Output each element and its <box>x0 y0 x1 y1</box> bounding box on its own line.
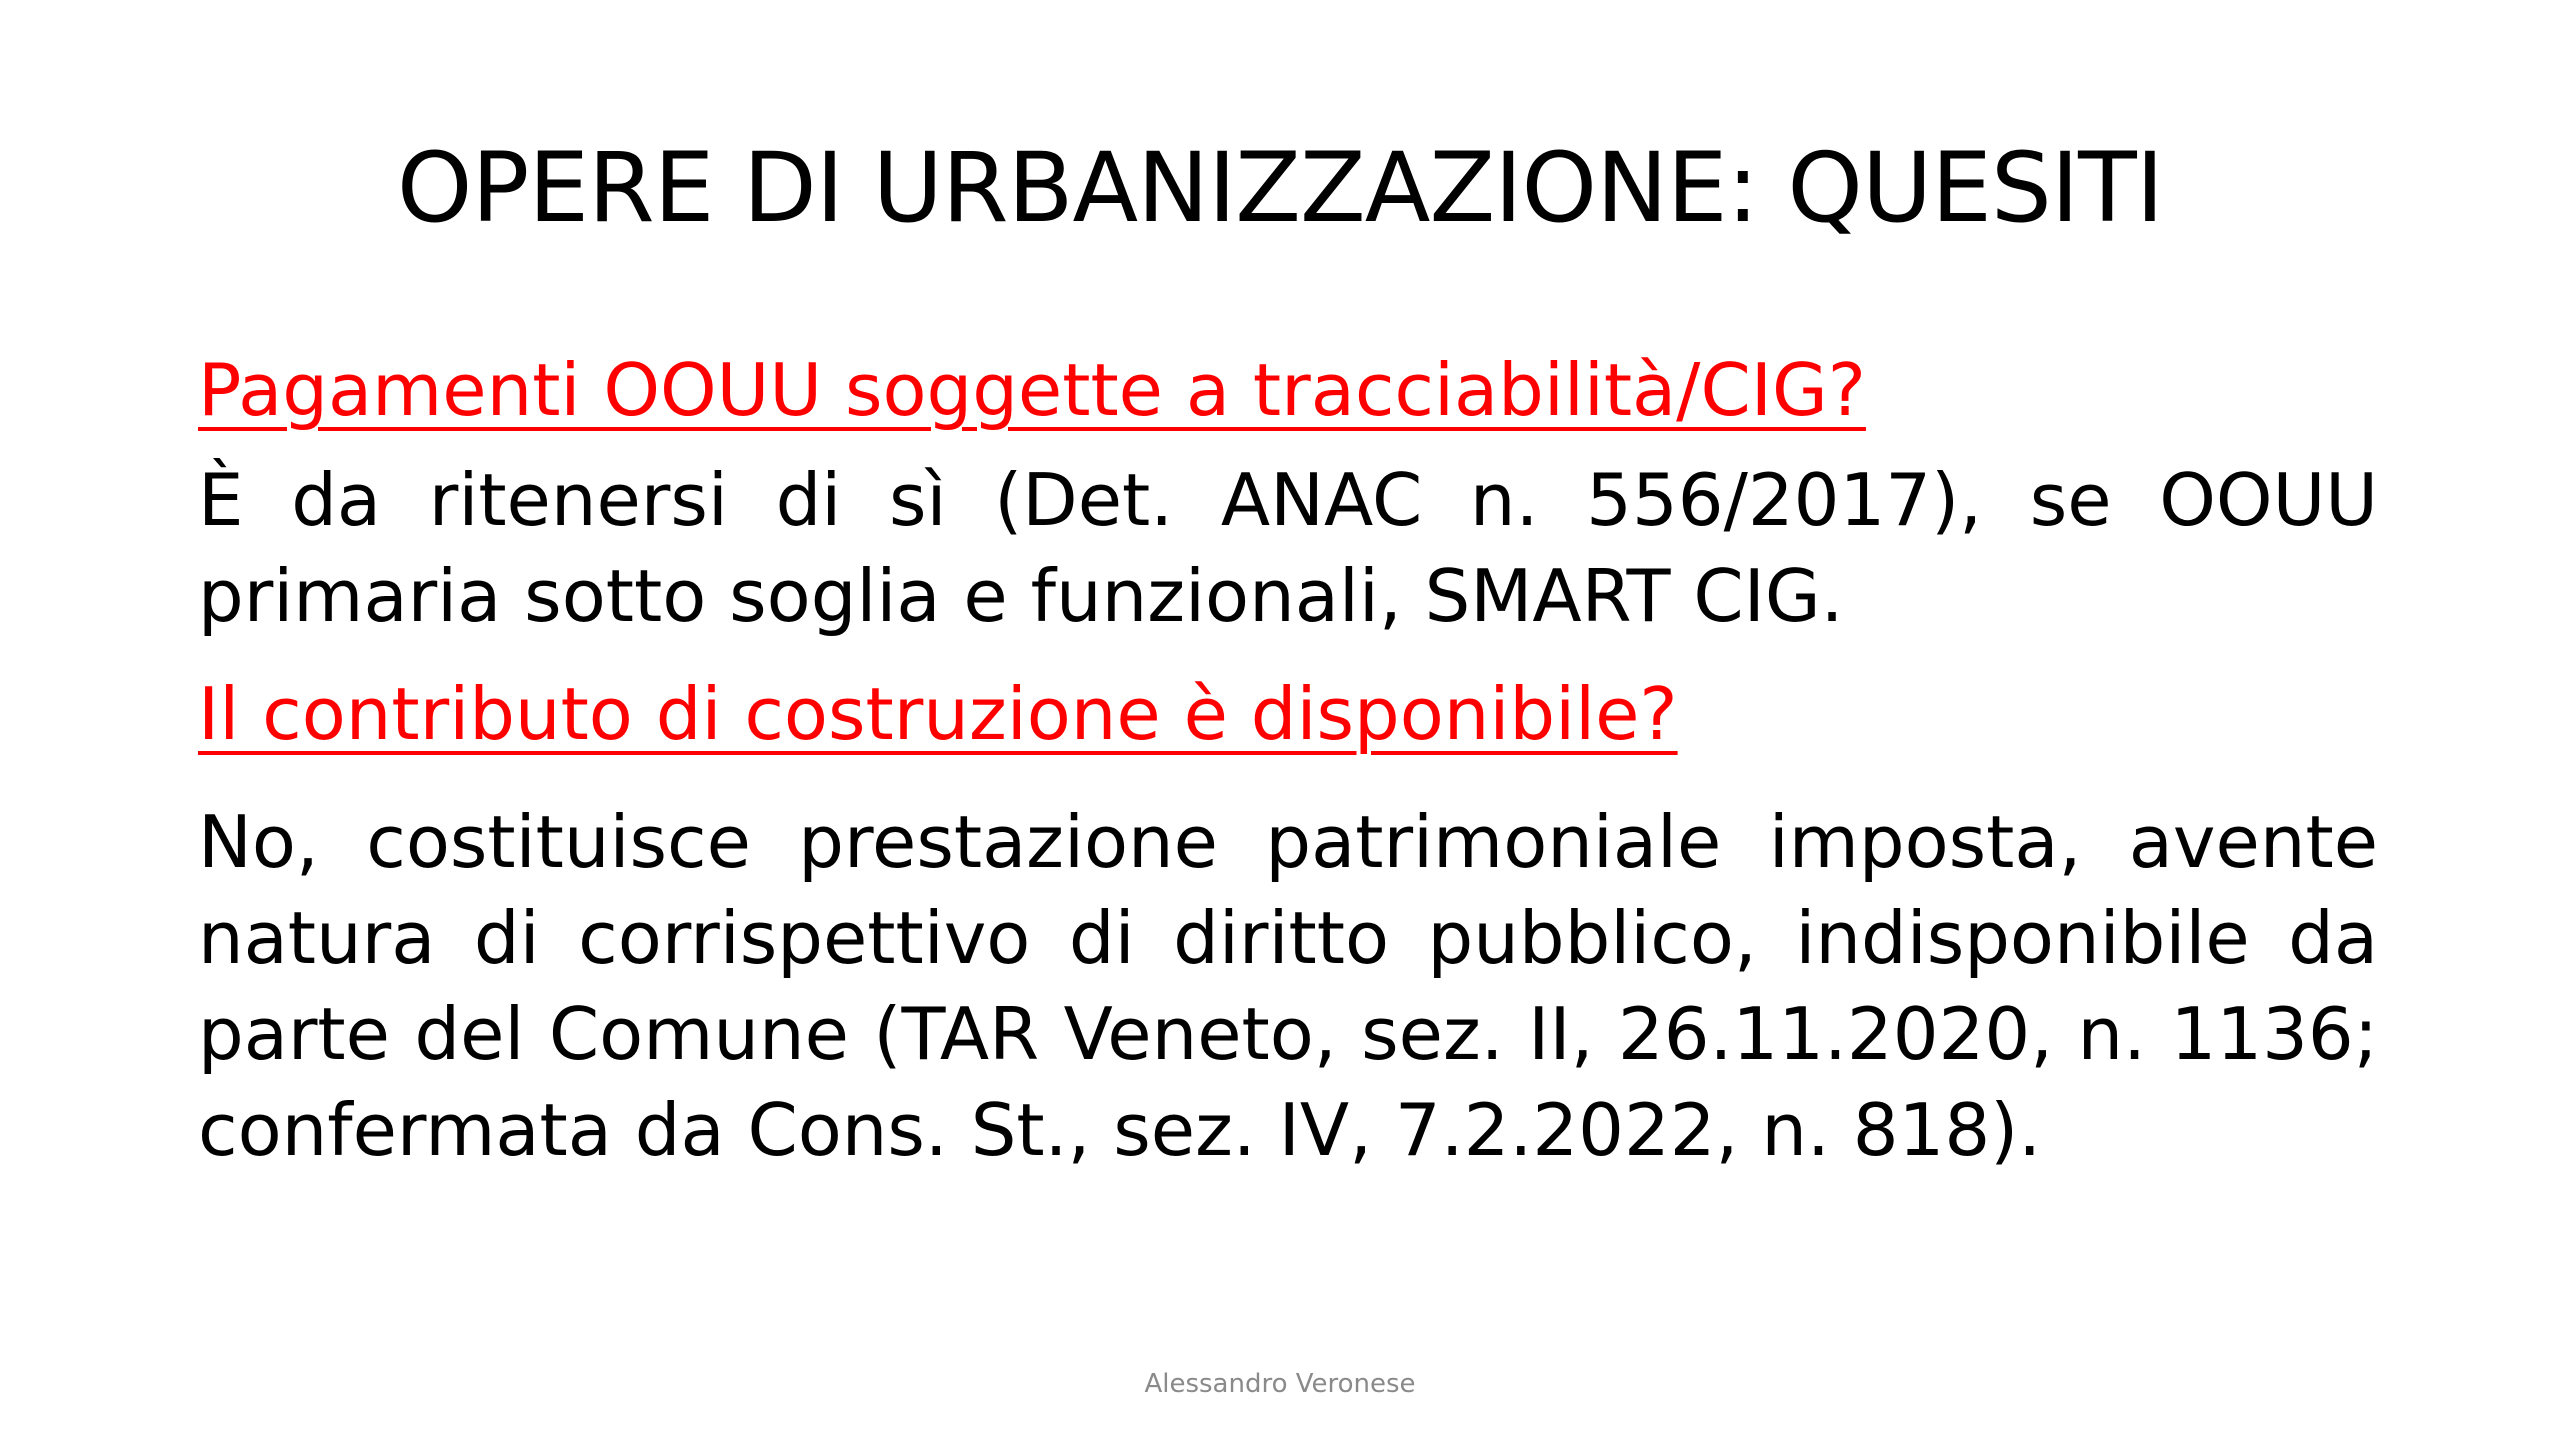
slide-footer-author: Alessandro Veronese <box>1144 1369 1416 1399</box>
answer-2: No, costituisce prestazione patrimoniale imposta, avente natura di corrispettivo di diritto pubblico, indisponibile da parte del Comune (TAR Veneto, sez. II, 26.11.2020, n. 1136; confermata da Cons. St., sez. IV, 7.2.2022, n. 818). <box>198 800 2378 1172</box>
question-2: Il contributo di costruzione è disponibile? <box>198 672 1678 756</box>
slide-title: OPERE DI URBANIZZAZIONE: QUESITI <box>396 132 2164 244</box>
slide-content <box>198 340 2378 1178</box>
answer-1: È da ritenersi di sì (Det. ANAC n. 556/2017), se OOUU primaria sotto soglia e funzionali, SMART CIG. <box>198 458 2378 638</box>
question-1: Pagamenti OOUU soggette a tracciabilità/CIG? <box>198 348 1866 432</box>
